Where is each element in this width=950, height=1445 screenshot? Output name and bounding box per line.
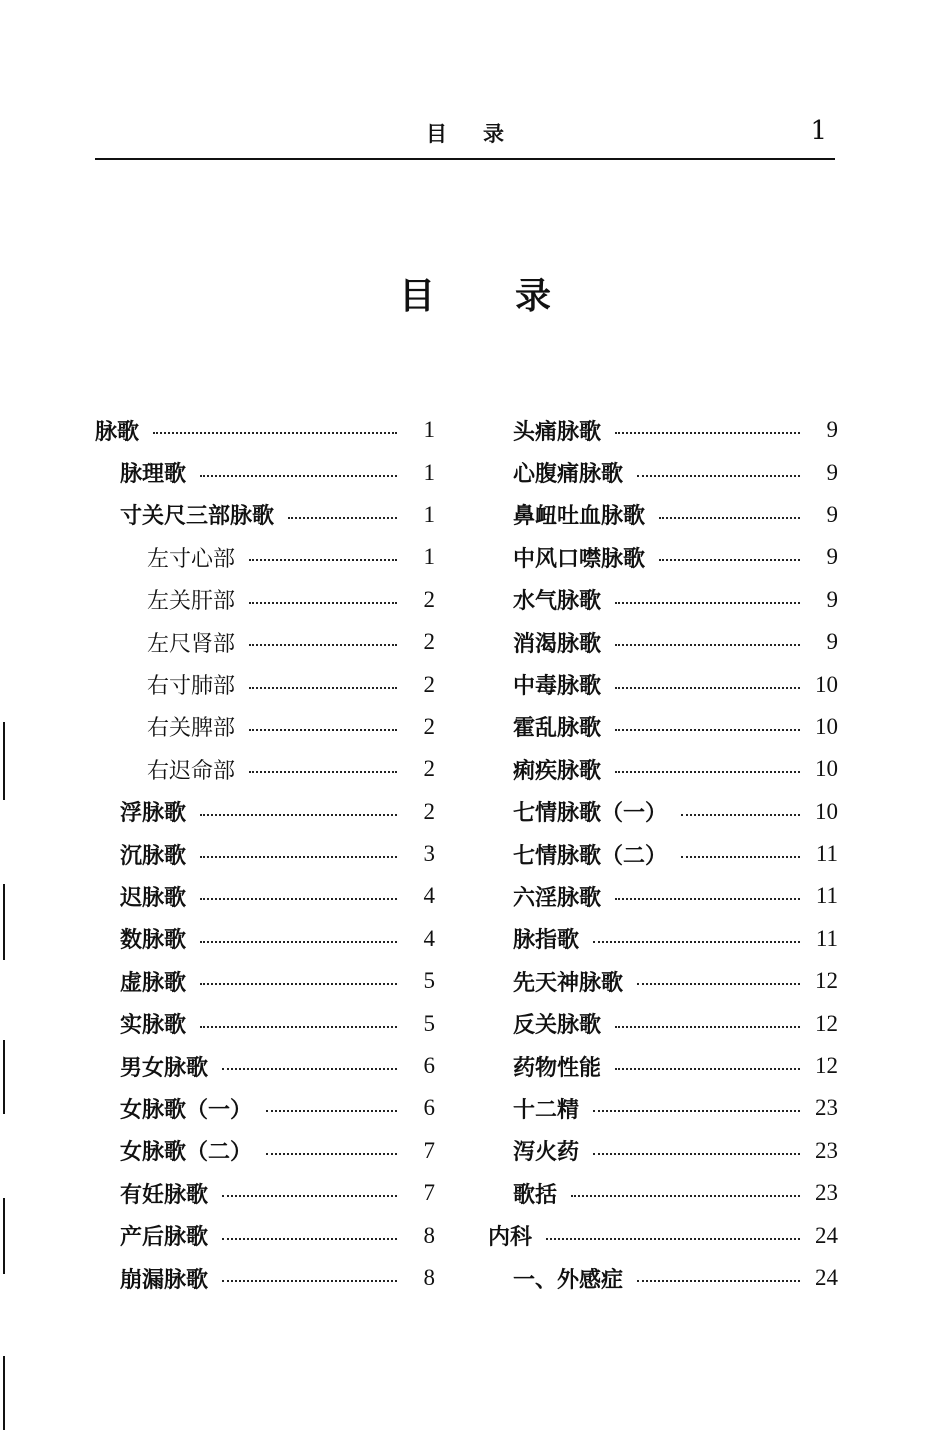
toc-leader-dots — [200, 475, 397, 477]
toc-leader-dots — [593, 941, 800, 943]
toc-leader-dots — [200, 814, 397, 816]
toc-entry-label: 沉脉歌 — [120, 843, 187, 869]
toc-entry[interactable] — [95, 918, 435, 960]
toc-entry-label: 水气脉歌 — [513, 589, 602, 615]
running-title: 目录 — [426, 121, 540, 146]
toc-entry[interactable] — [95, 1214, 435, 1256]
toc-entry[interactable] — [488, 1130, 838, 1172]
page-number: 1 — [810, 116, 827, 146]
toc-entry-page: 24 — [815, 1222, 838, 1248]
toc-entry[interactable] — [95, 1172, 435, 1214]
toc-entry[interactable] — [488, 1045, 838, 1087]
toc-leader-dots — [615, 644, 800, 646]
toc-entry-label: 右关脾部 — [147, 716, 236, 742]
toc-entry-page: 1 — [423, 417, 435, 443]
toc-entry-page: 1 — [423, 501, 435, 527]
toc-entry-page: 7 — [423, 1180, 435, 1206]
toc-entry-page: 2 — [423, 586, 435, 612]
toc-entry-page: 23 — [815, 1137, 838, 1163]
toc-leader-dots — [249, 687, 397, 689]
toc-entry-page: 7 — [423, 1137, 435, 1163]
toc-entry-label: 消渴脉歌 — [513, 631, 602, 657]
toc-entry-label: 一、外感症 — [513, 1267, 624, 1293]
toc-entry-label: 有妊脉歌 — [120, 1182, 209, 1208]
toc-leader-dots — [571, 1195, 800, 1197]
toc-leader-dots — [222, 1280, 397, 1282]
toc-entry-label: 左尺肾部 — [147, 631, 236, 657]
toc-entry-label: 内科 — [488, 1225, 533, 1251]
toc-entry[interactable] — [95, 748, 435, 790]
toc-leader-dots — [659, 559, 800, 561]
toc-entry-page: 12 — [815, 968, 838, 994]
toc-entry-label: 数脉歌 — [120, 928, 187, 954]
toc-entry[interactable] — [95, 579, 435, 621]
toc-entry[interactable] — [95, 1087, 435, 1129]
toc-entry[interactable] — [488, 748, 838, 790]
toc-entry-page: 11 — [815, 883, 838, 909]
toc-entry[interactable] — [95, 621, 435, 663]
toc-leader-dots — [615, 1026, 800, 1028]
toc-leader-dots — [615, 432, 800, 434]
toc-entry[interactable] — [488, 960, 838, 1002]
toc-entry-page: 2 — [423, 756, 435, 782]
toc-entry-label: 反关脉歌 — [513, 1013, 602, 1039]
toc-entry-label: 女脉歌（二） — [120, 1140, 253, 1166]
toc-entry-label: 霍乱脉歌 — [513, 716, 602, 742]
toc-leader-dots — [637, 1280, 800, 1282]
toc-entry-label: 十二精 — [513, 1097, 580, 1123]
toc-entry-label: 左寸心部 — [147, 546, 236, 572]
toc-entry-page: 9 — [826, 417, 838, 443]
toc-entry-page: 2 — [423, 671, 435, 697]
toc-entry-label: 脉理歌 — [120, 462, 187, 488]
toc-entry[interactable] — [95, 706, 435, 748]
page-title: 目录 — [398, 276, 631, 317]
toc-entry[interactable] — [488, 663, 838, 705]
toc-entry-label: 产后脉歌 — [120, 1225, 209, 1251]
toc-entry-page: 23 — [815, 1095, 838, 1121]
toc-leader-dots — [153, 432, 397, 434]
toc-leader-dots — [637, 983, 800, 985]
scan-edge-mark — [3, 1198, 5, 1274]
toc-leader-dots — [266, 1110, 397, 1112]
toc-entry-label: 男女脉歌 — [120, 1055, 209, 1081]
toc-entry[interactable] — [95, 791, 435, 833]
scan-edge-mark — [3, 1040, 5, 1114]
toc-entry-page: 1 — [423, 544, 435, 570]
toc-leader-dots — [249, 729, 397, 731]
toc-column-left — [95, 409, 435, 1299]
toc-entry[interactable] — [488, 875, 838, 917]
toc-entry-page: 23 — [815, 1180, 838, 1206]
toc-leader-dots — [659, 517, 800, 519]
toc-entry-page: 12 — [815, 1053, 838, 1079]
toc-entry[interactable] — [488, 621, 838, 663]
toc-entry[interactable] — [488, 833, 838, 875]
toc-entry-page: 5 — [423, 1010, 435, 1036]
toc-leader-dots — [249, 771, 397, 773]
toc-entry[interactable] — [95, 451, 435, 493]
toc-leader-dots — [288, 517, 397, 519]
toc-entry[interactable] — [95, 409, 435, 451]
toc-entry-page: 9 — [826, 629, 838, 655]
toc-leader-dots — [222, 1068, 397, 1070]
toc-entry[interactable] — [488, 1002, 838, 1044]
toc-entry[interactable] — [95, 663, 435, 705]
toc-entry-page: 9 — [826, 544, 838, 570]
toc-entry-label: 六淫脉歌 — [513, 885, 602, 911]
toc-leader-dots — [615, 771, 800, 773]
toc-entry-label: 左关肝部 — [147, 589, 236, 615]
toc-leader-dots — [222, 1195, 397, 1197]
toc-entry[interactable] — [488, 1214, 838, 1256]
toc-entry-label: 药物性能 — [513, 1055, 602, 1081]
toc-entry[interactable] — [488, 791, 838, 833]
toc-entry[interactable] — [95, 536, 435, 578]
toc-entry[interactable] — [95, 1257, 435, 1299]
toc-leader-dots — [200, 856, 397, 858]
toc-entry[interactable] — [488, 494, 838, 536]
toc-leader-dots — [222, 1238, 397, 1240]
toc-entry-label: 脉歌 — [95, 419, 140, 445]
toc-entry-label: 虚脉歌 — [120, 970, 187, 996]
toc-entry[interactable] — [95, 494, 435, 536]
toc-leader-dots — [546, 1238, 800, 1240]
toc-entry[interactable] — [95, 1130, 435, 1172]
toc-entry[interactable] — [95, 875, 435, 917]
toc-entry-page: 6 — [423, 1095, 435, 1121]
toc-entry[interactable] — [488, 1087, 838, 1129]
toc-entry[interactable] — [95, 1045, 435, 1087]
toc-entry-label: 先天神脉歌 — [513, 970, 624, 996]
toc-entry-page: 9 — [826, 501, 838, 527]
toc-leader-dots — [615, 898, 800, 900]
toc-leader-dots — [615, 1068, 800, 1070]
toc-leader-dots — [249, 602, 397, 604]
toc-leader-dots — [266, 1153, 397, 1155]
toc-entry[interactable] — [488, 536, 838, 578]
toc-entry-label: 女脉歌（一） — [120, 1097, 253, 1123]
toc-leader-dots — [200, 898, 397, 900]
toc-entry-page: 11 — [815, 925, 838, 951]
toc-leader-dots — [593, 1153, 800, 1155]
toc-entry[interactable] — [488, 579, 838, 621]
toc-leader-dots — [593, 1110, 800, 1112]
toc-leader-dots — [615, 687, 800, 689]
toc-leader-dots — [615, 729, 800, 731]
toc-entry-label: 泻火药 — [513, 1140, 580, 1166]
toc-entry-page: 9 — [826, 586, 838, 612]
toc-entry[interactable] — [488, 1257, 838, 1299]
toc-entry-label: 歌括 — [513, 1182, 558, 1208]
toc-entry[interactable] — [95, 833, 435, 875]
toc-leader-dots — [200, 983, 397, 985]
toc-entry-label: 七情脉歌（一） — [513, 801, 668, 827]
toc-entry-page: 10 — [815, 671, 838, 697]
toc-entry-page: 3 — [423, 841, 435, 867]
toc-entry-page: 9 — [826, 459, 838, 485]
toc-entry-page: 10 — [815, 798, 838, 824]
toc-entry-label: 寸关尺三部脉歌 — [120, 504, 275, 530]
toc-entry[interactable] — [488, 409, 838, 451]
toc-entry-page: 8 — [423, 1265, 435, 1290]
toc-entry-page: 10 — [815, 713, 838, 739]
toc-leader-dots — [249, 644, 397, 646]
scan-edge-mark — [3, 884, 5, 960]
toc-leader-dots — [681, 814, 800, 816]
toc-entry[interactable] — [488, 1172, 838, 1214]
toc-entry-label: 中毒脉歌 — [513, 674, 602, 700]
toc-leader-dots — [637, 475, 800, 477]
toc-leader-dots — [200, 941, 397, 943]
toc-entry-page: 10 — [815, 756, 838, 782]
toc-entry-page: 5 — [423, 968, 435, 994]
toc-leader-dots — [681, 856, 800, 858]
toc-entry[interactable] — [488, 918, 838, 960]
toc-entry[interactable] — [95, 960, 435, 1002]
toc-leader-dots — [200, 1026, 397, 1028]
toc-entry-label: 鼻衄吐血脉歌 — [513, 504, 646, 530]
scan-edge-mark — [3, 1356, 5, 1430]
toc-entry-label: 头痛脉歌 — [513, 419, 602, 445]
toc-entry[interactable] — [488, 451, 838, 493]
toc-entry-page: 2 — [423, 713, 435, 739]
toc-entry-label: 中风口噤脉歌 — [513, 546, 646, 572]
toc-entry[interactable] — [95, 1002, 435, 1044]
toc-entry-label: 崩漏脉歌 — [120, 1267, 209, 1293]
toc-entry-page: 2 — [423, 798, 435, 824]
toc-entry-page: 6 — [423, 1053, 435, 1079]
toc-entry-page: 4 — [423, 925, 435, 951]
running-header — [95, 112, 835, 160]
toc-leader-dots — [615, 602, 800, 604]
toc-entry-label: 心腹痛脉歌 — [513, 462, 624, 488]
toc-leader-dots — [249, 559, 397, 561]
toc-entry-page: 8 — [423, 1222, 435, 1248]
toc-entry-page: 12 — [815, 1010, 838, 1036]
toc-entry-label: 迟脉歌 — [120, 885, 187, 911]
toc-entry-label: 七情脉歌（二） — [513, 843, 668, 869]
toc-entry-label: 右迟命部 — [147, 758, 236, 784]
toc-entry-label: 实脉歌 — [120, 1013, 187, 1039]
toc-entry-label: 脉指歌 — [513, 928, 580, 954]
toc-entry[interactable] — [488, 706, 838, 748]
toc-entry-page: 11 — [815, 841, 838, 867]
toc-entry-page: 4 — [423, 883, 435, 909]
toc-entry-page: 1 — [423, 459, 435, 485]
toc-entry-page: 2 — [423, 629, 435, 655]
scan-edge-mark — [3, 722, 5, 800]
toc-column-right — [488, 409, 838, 1299]
toc-entry-label: 右寸肺部 — [147, 674, 236, 700]
toc-entry-page: 24 — [815, 1265, 838, 1290]
toc-entry-label: 痢疾脉歌 — [513, 758, 602, 784]
toc-entry-label: 浮脉歌 — [120, 801, 187, 827]
